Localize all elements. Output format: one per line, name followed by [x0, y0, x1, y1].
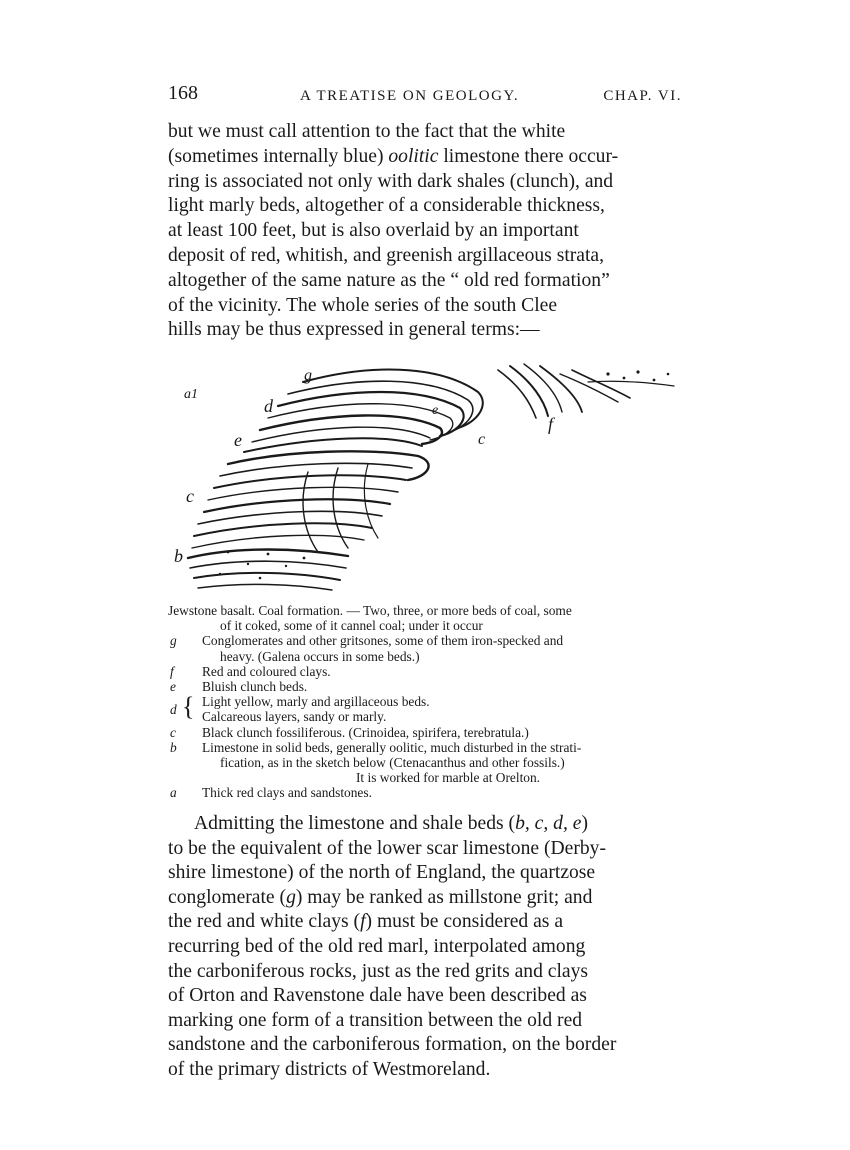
text-line: deposit of red, whitish, and greenish argillaceous strata, — [168, 244, 605, 266]
legend-item-d: d { Light yellow, marly and argillaceous beds. Calcareous layers, sandy or marly. — [170, 692, 430, 725]
figure-label-a1: a1 — [184, 387, 198, 402]
legend-key: b — [170, 739, 177, 755]
legend-key: a — [170, 785, 177, 801]
text-line: shire limestone) of the north of England, the quartzose — [168, 862, 596, 884]
running-header — [168, 82, 682, 110]
text-line: light marly beds, altogether of a considerable thickness, — [168, 195, 605, 217]
closing-paragraph — [168, 812, 682, 1083]
text-line: the red and white clays (f) must be considered as a — [168, 911, 564, 933]
legend-item-c: c Black clunch fossiliferous. (Crinoidea, spirifera, terebratula.) — [170, 724, 529, 740]
text-line: conglomerate (g) may be ranked as millstone grit; and — [168, 886, 593, 908]
legend-intro-cont: of it coked, some of it cannel coal; under it occur — [220, 618, 483, 634]
legend-key: c — [170, 724, 176, 740]
legend-item-b: b Limestone in solid beds, generally oolitic, much disturbed in the strati- — [170, 739, 582, 755]
strata-cross-section-figure — [168, 352, 688, 600]
text-line: at least 100 feet, but is also overlaid by an important — [168, 220, 579, 242]
text-line: the carboniferous rocks, just as the red grits and clays — [168, 960, 589, 982]
text-line: but we must call attention to the fact that the white — [168, 121, 566, 142]
text-line: (sometimes internally blue) oolitic limestone there occur- — [168, 145, 619, 167]
brace-symbol: { — [182, 692, 195, 722]
legend-item-e: e Bluish clunch beds. — [170, 679, 308, 695]
text-line: ring is associated not only with dark shales (clunch), and — [168, 170, 614, 192]
figure-label-c: c — [186, 486, 194, 506]
legend-item-b-cont2: It is worked for marble at Orelton. — [355, 770, 541, 786]
chapter-label: CHAP. VI. — [603, 88, 682, 104]
figure-label-f: f — [548, 414, 554, 434]
legend-key: d — [170, 702, 177, 718]
text-line: altogether of the same nature as the “ old red formation” — [168, 269, 610, 291]
figure-legend — [168, 603, 688, 801]
text-line: sandstone and the carboniferous formation, on the border — [168, 1034, 617, 1056]
legend-key: f — [170, 663, 174, 679]
text-line: hills may be thus expressed in general terms:— — [168, 319, 540, 341]
opening-paragraph — [168, 120, 682, 343]
italic-term: oolitic — [388, 145, 439, 167]
text-line: of Orton and Ravenstone dale have been described as — [168, 985, 587, 1007]
text-line: recurring bed of the old red marl, interpolated among — [168, 935, 586, 957]
text-line: to be the equivalent of the lower scar limestone (Derby- — [168, 837, 606, 859]
text-line: of the vicinity. The whole series of the south Clee — [168, 294, 558, 316]
legend-item-f: f Red and coloured clays. — [170, 663, 331, 679]
legend-item-g-cont: heavy. (Galena occurs in some beds.) — [220, 648, 420, 664]
page-number: 168 — [168, 82, 198, 104]
text-line: marking one form of a transition between the old red — [168, 1009, 583, 1031]
running-title: A TREATISE ON GEOLOGY. — [300, 88, 520, 104]
figure-label-c-right: c — [478, 431, 486, 448]
figure-label-e-upper: e — [234, 430, 242, 450]
legend-key: g — [170, 633, 177, 649]
legend-key: e — [170, 679, 176, 695]
legend-item-g: g Conglomerates and other gritsones, some of them iron-specked and — [170, 633, 564, 649]
legend-item-b-cont: fication, as in the sketch below (Ctenacanthus and other fossils.) — [220, 755, 565, 771]
figure-label-d: d — [264, 396, 273, 416]
legend-item-a: a Thick red clays and sandstones. — [170, 785, 372, 801]
figure-label-e-lower: e — [432, 403, 439, 418]
figure-label-b: b — [174, 546, 183, 566]
text-line: of the primary districts of Westmoreland. — [168, 1058, 491, 1080]
figure-label-g: g — [304, 367, 312, 384]
text-line: Admitting the limestone and shale beds (b, c, d, e) — [194, 813, 588, 834]
legend-intro: Jewstone basalt. Coal formation. — Two, three, or more beds of coal, some — [168, 603, 572, 618]
